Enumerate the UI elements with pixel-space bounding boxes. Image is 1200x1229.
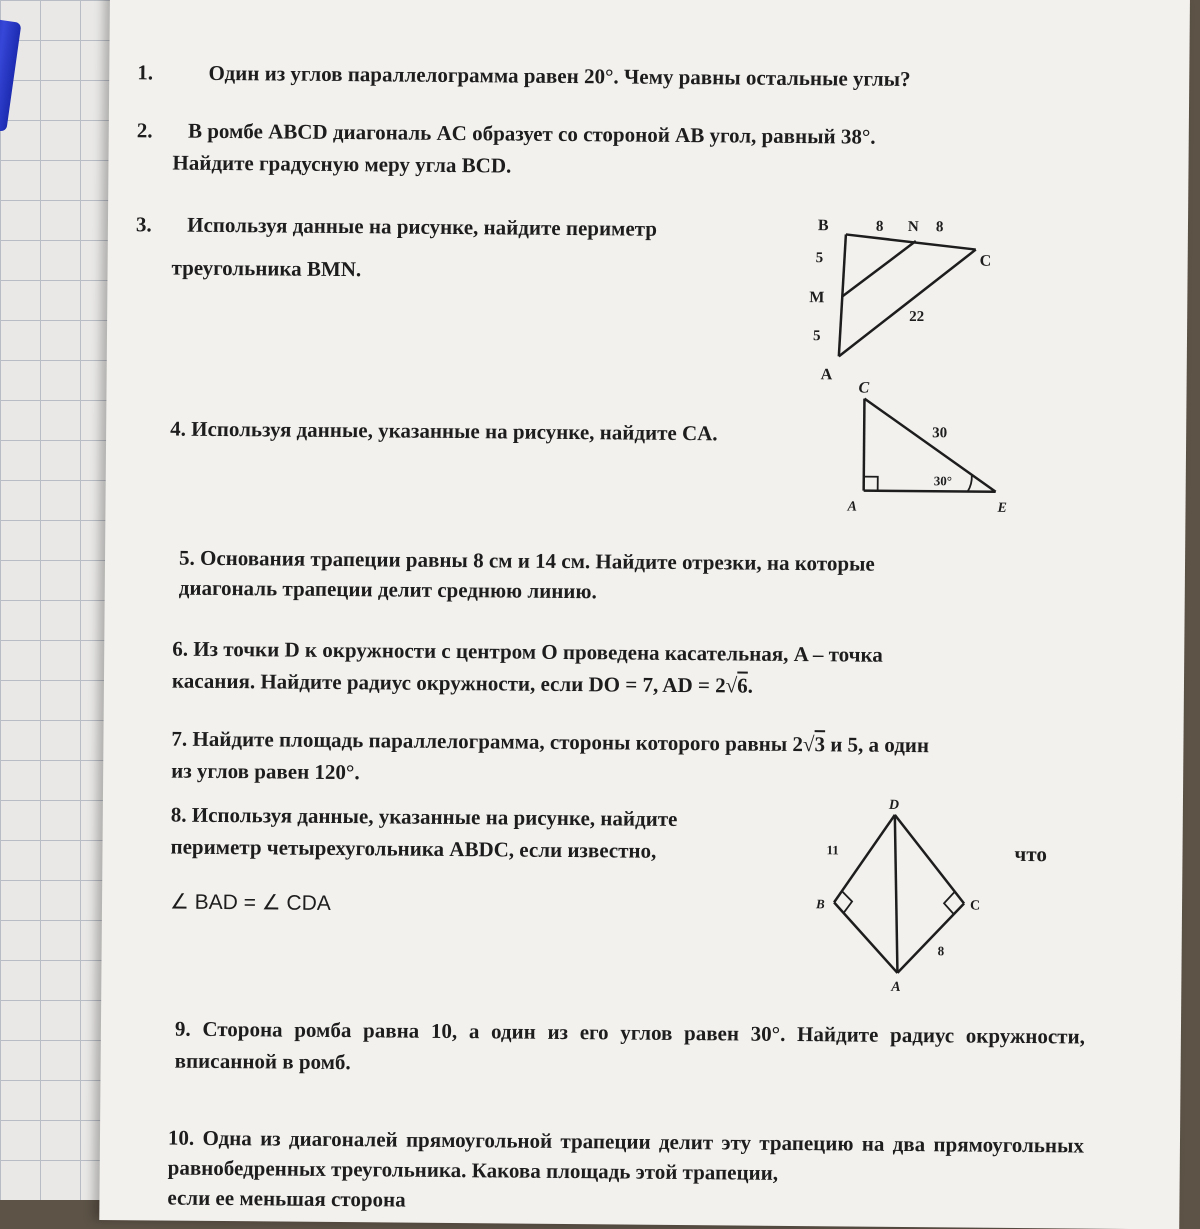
vertex-label-c: C (979, 252, 992, 270)
task-text-line-2: треугольника BMN. (171, 255, 362, 282)
side-label-ca: 8 (937, 943, 945, 959)
vertex-label-b: B (817, 217, 829, 235)
task-text-line-3: если ее меньшая сторона (167, 1185, 406, 1212)
vertex-label-a: A (891, 979, 901, 995)
task-number: 6. (172, 636, 189, 661)
vertex-label-d: D (888, 797, 900, 813)
task-4 (170, 413, 718, 450)
task-text-line-1: Из точки D к окружности с центром O проведена касательная, A – точка (193, 636, 883, 667)
vertex-label-a: A (847, 499, 857, 515)
task-text: Используя данные, указанные на рисунке, найдите CA. (191, 416, 718, 446)
task-text: Один из углов параллелограмма равен 20°. Чему равны остальные углы? (208, 60, 911, 91)
vertex-label-c: C (858, 379, 870, 397)
task-text-line-1a: Найдите площадь параллелограмма, стороны которого равны 2 (192, 726, 804, 757)
task-text-line-2: периметр четырехугольника ABDC, если известно, (170, 834, 657, 863)
task-number: 7. (171, 726, 188, 751)
task-10 (167, 1123, 1084, 1221)
sqrt-radicand: 3 (814, 732, 826, 757)
side-label-nc: 8 (935, 219, 944, 236)
side-label-bd: 11 (826, 842, 839, 858)
task-number: 1. (137, 60, 154, 85)
sqrt-symbol: √ (802, 732, 815, 757)
task-text-line-1: Используя данные, указанные на рисунке, найдите (191, 802, 678, 831)
task-text-line-1: Используя данные на рисунке, найдите периметр (187, 212, 658, 241)
vertex-label-a: A (820, 366, 833, 384)
task-number: 5. (178, 545, 195, 570)
task-number: 4. (170, 416, 187, 441)
task-8 (170, 799, 677, 867)
task-text: Сторона ромба равна 10, а один из его углов равен 30°. Найдите радиус окружности, вписанной в ромб. (174, 1016, 1086, 1075)
side-label-bm: 5 (815, 250, 824, 267)
task-text-line-2: из углов равен 120°. (171, 758, 360, 785)
task-text-line-2b: . (747, 673, 754, 698)
sqrt-symbol: √ (725, 673, 738, 698)
side-label-bn: 8 (875, 218, 884, 235)
angle-label-e: 30° (933, 473, 953, 489)
vertex-label-n: N (907, 218, 919, 236)
task-text-line-2: диагональ трапеции делит среднюю линию. (178, 575, 597, 604)
vertex-label-e: E (997, 500, 1007, 516)
side-label-ce: 30 (932, 425, 948, 442)
task-number: 9. (174, 1016, 191, 1041)
task-text-line-1b: и 5, а один (824, 732, 930, 758)
task-9 (175, 1013, 1086, 1085)
task-2 (136, 114, 875, 184)
sqrt-radicand: 6 (737, 673, 748, 698)
vertex-label-m: M (809, 289, 825, 307)
task-text-line-1: В ромбе ABCD диагональ AC образует со стороной AB угол, равный 38°. (187, 118, 876, 149)
task-7 (171, 723, 929, 794)
task-number: 10. (167, 1125, 195, 1150)
task-5 (179, 543, 875, 609)
figure-4-right-triangle (845, 378, 1016, 519)
side-label-ma: 5 (812, 328, 821, 345)
figure-8-quadrilateral-abdc (801, 796, 1003, 998)
vertex-label-c: C (969, 898, 981, 914)
worksheet-page (99, 0, 1190, 1229)
task-text: Одна из диагоналей прямоугольной трапеции делит эту трапецию на два прямоугольных равнобедренных треугольника. Какова площадь этой трапеции, (167, 1125, 1085, 1185)
task-number: 3. (135, 212, 152, 237)
side-label-ac: 22 (909, 308, 925, 326)
vertex-label-b: B (815, 896, 825, 912)
task-1 (137, 56, 911, 95)
task-number: 8. (170, 802, 187, 827)
figure-3-triangle-bmn (797, 216, 998, 388)
task-text-line-1: Основания трапеции равны 8 см и 14 см. Найдите отрезки, на которые (199, 545, 875, 576)
task-8-tail: что (1014, 841, 1047, 867)
task-text-line-2a: касания. Найдите радиус окружности, если DO = 7, AD = 2 (171, 668, 726, 698)
task-number: 2. (136, 118, 153, 143)
task-6 (172, 633, 883, 703)
task-3 (135, 208, 657, 299)
task-text-line-2: Найдите градусную меру угла BCD. (172, 150, 512, 178)
task-8-condition: ∠ BAD = ∠ CDA (169, 890, 331, 915)
